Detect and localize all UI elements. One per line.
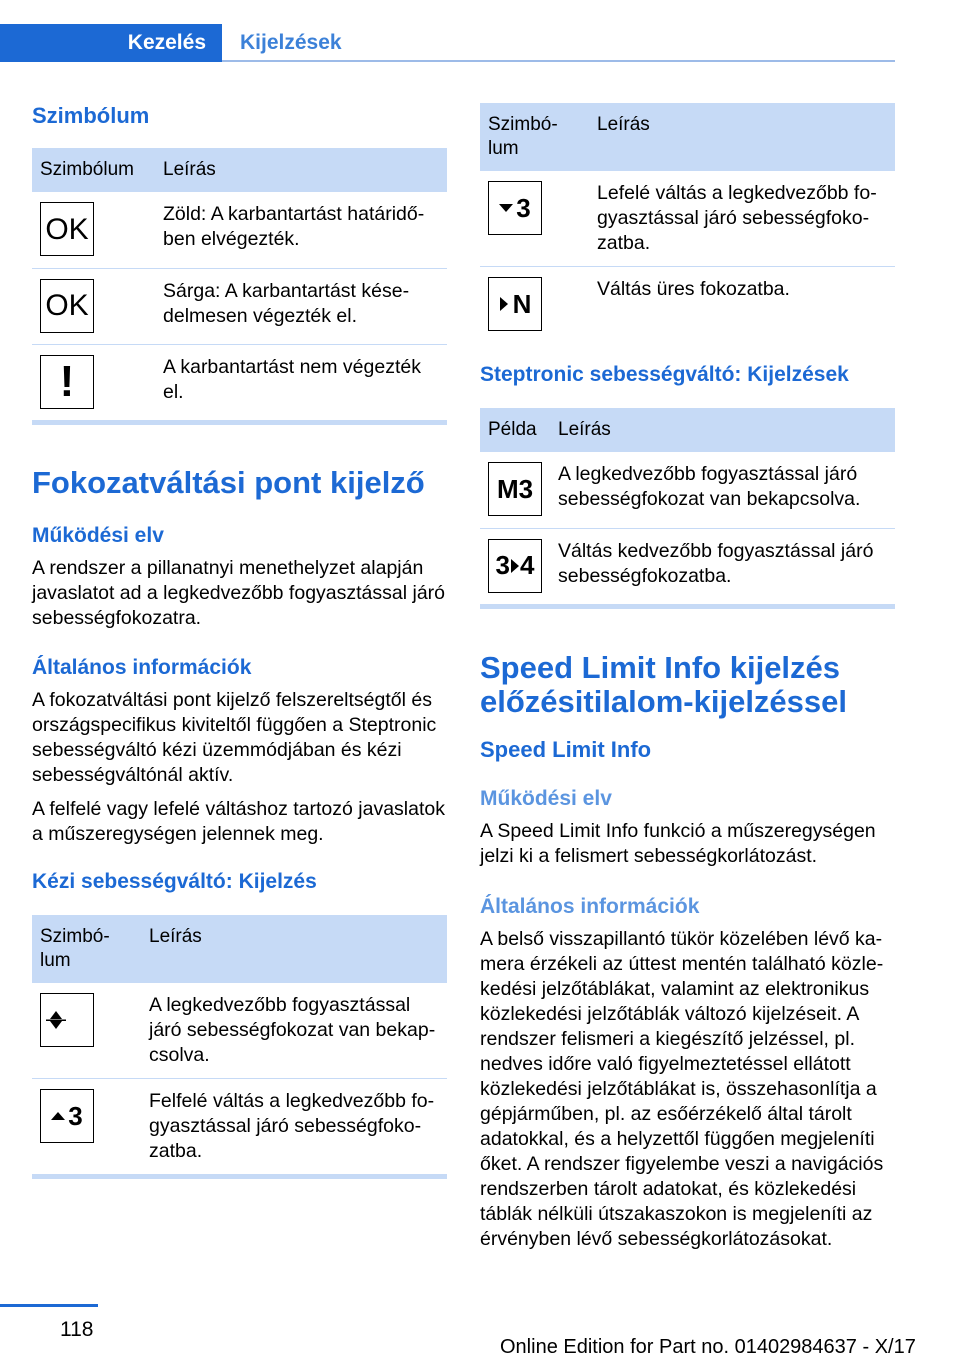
service-symbol-table xyxy=(32,148,447,425)
paragraph-principle: A rendszer a pillanatnyi menethelyzet alapján javaslatot ad a legkedvezőbb fogyasztással járó sebességfokozatra. xyxy=(32,557,446,629)
upshift-3-icon: 3 xyxy=(40,1089,94,1143)
table-header-description: Leírás xyxy=(550,408,895,452)
paragraph-suggestions: A felfelé vagy lefelé váltáshoz tartozó javaslatok a műszeregységen jelennek meg. xyxy=(32,798,445,845)
page-number: 118 xyxy=(60,1318,94,1341)
downshift-table xyxy=(480,103,895,343)
tab-kezeles[interactable]: Kezelés xyxy=(0,24,222,62)
row-description: Sárga: A karbantartást késedelmesen végezték el. xyxy=(155,268,447,344)
table-row xyxy=(32,983,447,1079)
tab-kijelzesek[interactable]: Kijelzések xyxy=(222,24,895,62)
table-row xyxy=(480,267,895,343)
paragraph-general-info: A belső visszapillantó tükör közelében lévő kamera érzékeli az úttest mentén található közlekedési jelzőtáblákat, valamint az elektronikus közlekedési jelzőtáblák változó kijelzéseit. A rendszer felismeri a kiegészítő jelzéssel, pl. nedves időre való figyelmeztetéssel ellátott közlekedési jelzőtáblákat is, összehasonlítja a gépjárműben, pl. az esőérzékelő által tárolt adatokkal, és a helyzettől függően megjeleníti őket. A rendszer figyelembe veszi a navigációs rendszerben tárolt adatokat, és közlekedési táblák nélküli útszakaszokon is megjeleníti az érvényben lévő sebességkorlátozásokat. xyxy=(480,928,884,1250)
table-end-rule xyxy=(480,604,895,609)
row-description: Felfelé váltás a legkedvezőbb fogyasztással járó sebességfokozatba. xyxy=(149,1090,435,1162)
steptronic-table xyxy=(480,408,895,609)
row-description: Váltás üres fokozatba. xyxy=(597,278,790,300)
downshift-3-icon: 3 xyxy=(488,181,542,235)
row-description: Váltás kedvezőbb fogyasztással járó sebességfokozatba. xyxy=(558,539,874,587)
table-header-description: Leírás xyxy=(589,103,895,171)
header-divider xyxy=(222,60,895,62)
section-title-szimbolum: Szimbólum xyxy=(32,103,150,128)
row-description: Lefelé váltás a legkedvezőbb fogyasztással járó sebességfokozatba. xyxy=(589,171,895,267)
table-row xyxy=(480,171,895,267)
table-header-symbol: Szimbólum xyxy=(32,915,141,983)
heading-speed-limit-info: Speed Limit Info kijelzés előzésitilalom-kijelzéssel xyxy=(480,650,848,719)
table-row xyxy=(32,268,447,344)
heading-principle: Működési elv xyxy=(32,524,164,547)
heading-general-info: Általános információk xyxy=(32,656,252,679)
exclamation-icon: ! xyxy=(40,355,94,409)
ok-green-icon: OK xyxy=(40,202,94,256)
table-row xyxy=(32,1079,447,1175)
heading-shift-point-indicator: Fokozatváltási pont kijelző xyxy=(32,465,425,500)
header-bar xyxy=(0,0,895,62)
heading-manual-gearbox: Kézi sebességváltó: Kijelzés xyxy=(32,870,317,893)
table-header-description: Leírás xyxy=(141,915,447,983)
table-header-symbol: Szimbólum xyxy=(32,148,155,192)
table-header-example: Példa xyxy=(480,408,550,452)
row-description: A legkedvezőbb fogyasztással járó sebességfokozat van bekapcsolva. xyxy=(550,452,895,528)
table-row xyxy=(32,192,447,268)
row-description: Zöld: A karbantartást határidőben elvégezték. xyxy=(155,192,447,268)
manual-gearbox-table xyxy=(32,915,447,1179)
table-end-rule xyxy=(32,1174,447,1179)
shift-3-to-4-icon: 3 4 xyxy=(488,539,542,593)
heading-general-info: Általános információk xyxy=(480,895,700,918)
m3-icon: M3 xyxy=(488,462,542,516)
ok-yellow-icon: OK xyxy=(40,279,94,333)
paragraph-principle: A Speed Limit Info funkció a műszeregységen jelzi ki a felismert sebességkorlátozást. xyxy=(480,820,876,867)
footer-rule xyxy=(0,1304,98,1307)
row-description: A legkedvezőbb fogyasztással járó sebességfokozat van bekapcsolva. xyxy=(141,983,447,1079)
edition-note: Online Edition for Part no. 01402984637 - X/17 xyxy=(500,1336,916,1358)
heading-principle: Működési elv xyxy=(480,787,612,810)
table-header-description: Leírás xyxy=(155,148,447,192)
row-description: A karbantartást nem végezték el. xyxy=(163,355,421,403)
table-row xyxy=(480,528,895,604)
neutral-n-icon: N xyxy=(488,277,542,331)
table-row xyxy=(32,344,447,420)
paragraph-general-info: A fokozatváltási pont kijelző felszereltségtől és országspecifikus kiviteltől függően a Steptronic sebességváltó kézi üzemmódjában és kézi sebességváltónál aktív. xyxy=(32,689,437,786)
heading-speed-limit-info-sub: Speed Limit Info xyxy=(480,737,652,762)
optimal-gear-icon xyxy=(40,993,94,1047)
table-row xyxy=(480,452,895,528)
table-header-symbol: Szimbólum xyxy=(480,103,589,171)
heading-steptronic: Steptronic sebességváltó: Kijelzések xyxy=(480,363,849,386)
table-end-rule xyxy=(32,420,447,425)
